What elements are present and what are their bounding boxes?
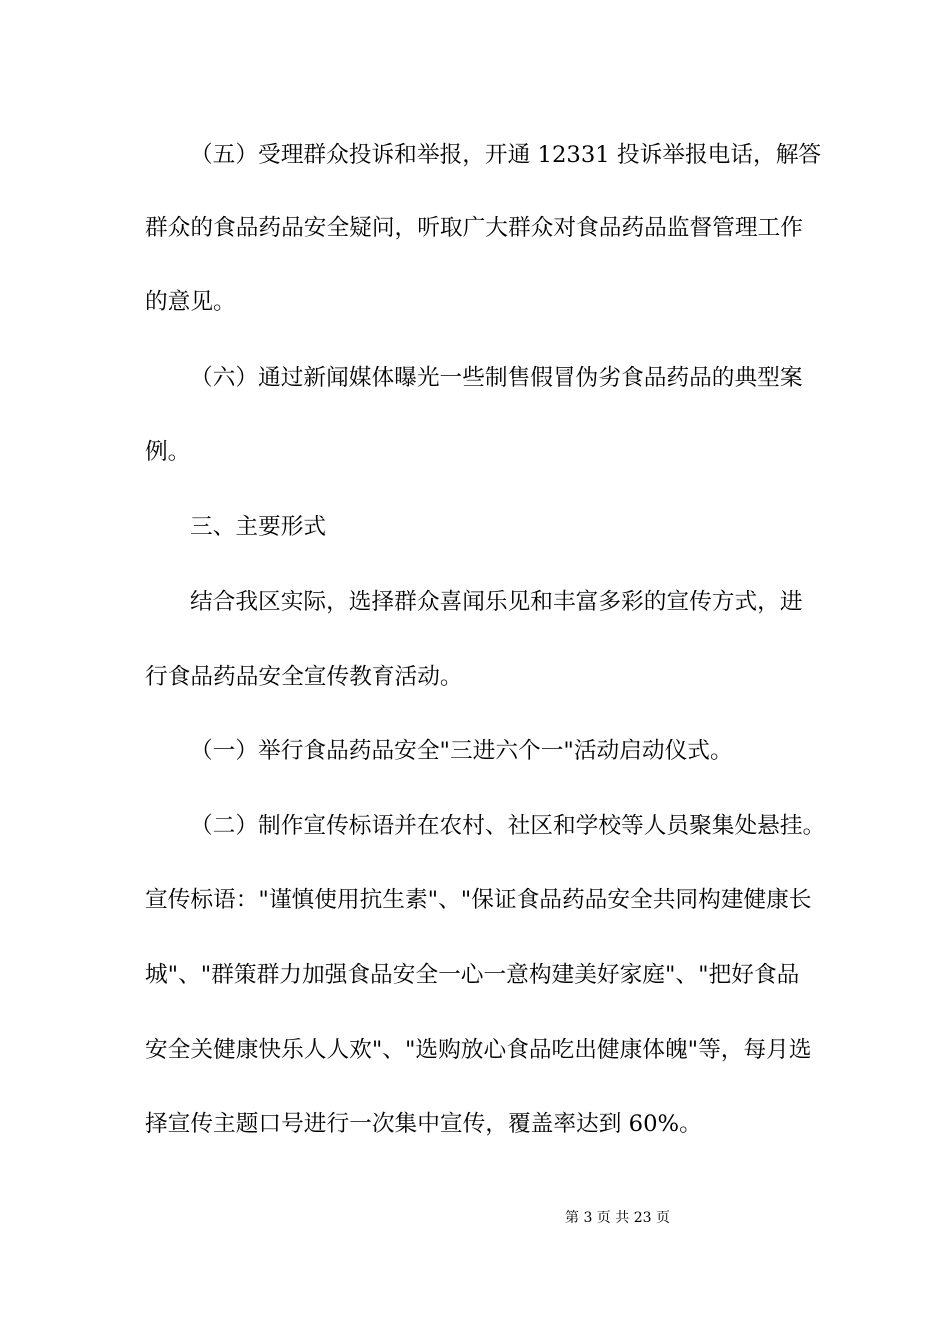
paragraph-item-one: （一）举行食品药品安全"三进六个一"活动启动仪式。 [190, 738, 733, 764]
paragraph-item-two-line-1: （二）制作宣传标语并在农村、社区和学校等人员聚集处悬挂。 [190, 813, 826, 839]
paragraph-item-two-line-3: 城"、"群策群力加强食品安全一心一意构建美好家庭"、"把好食品 [145, 962, 800, 988]
paragraph-intro-line-2: 行食品药品安全宣传教育活动。 [145, 664, 463, 690]
paragraph-item-two-line-5: 择宣传主题口号进行一次集中宣传，覆盖率达到 60%。 [145, 1111, 702, 1137]
paragraph-item-two-line-4: 安全关健康快乐人人欢"、"选购放心食品吃出健康体魄"等，每月选 [145, 1037, 812, 1063]
paragraph-item-two-line-2: 宣传标语："谨慎使用抗生素"、"保证食品药品安全共同构建健康长 [145, 887, 812, 913]
paragraph-item-five-line-2: 群众的食品药品安全疑问，听取广大群众对食品药品监督管理工作 [145, 215, 803, 241]
paragraph-item-six-line-1: （六）通过新闻媒体曝光一些制售假冒伪劣食品药品的典型案 [190, 365, 803, 391]
page-footer-page-number: 第 3 页 共 23 页 [565, 1210, 670, 1226]
section-heading-main-forms: 三、主要形式 [190, 514, 327, 540]
paragraph-item-five-line-1: （五）受理群众投诉和举报，开通 12331 投诉举报电话，解答 [190, 142, 822, 168]
paragraph-item-six-line-2: 例。 [145, 439, 191, 465]
paragraph-item-five-line-3: 的意见。 [145, 289, 236, 315]
paragraph-intro-line-1: 结合我区实际，选择群众喜闻乐见和丰富多彩的宣传方式，进 [190, 589, 803, 615]
